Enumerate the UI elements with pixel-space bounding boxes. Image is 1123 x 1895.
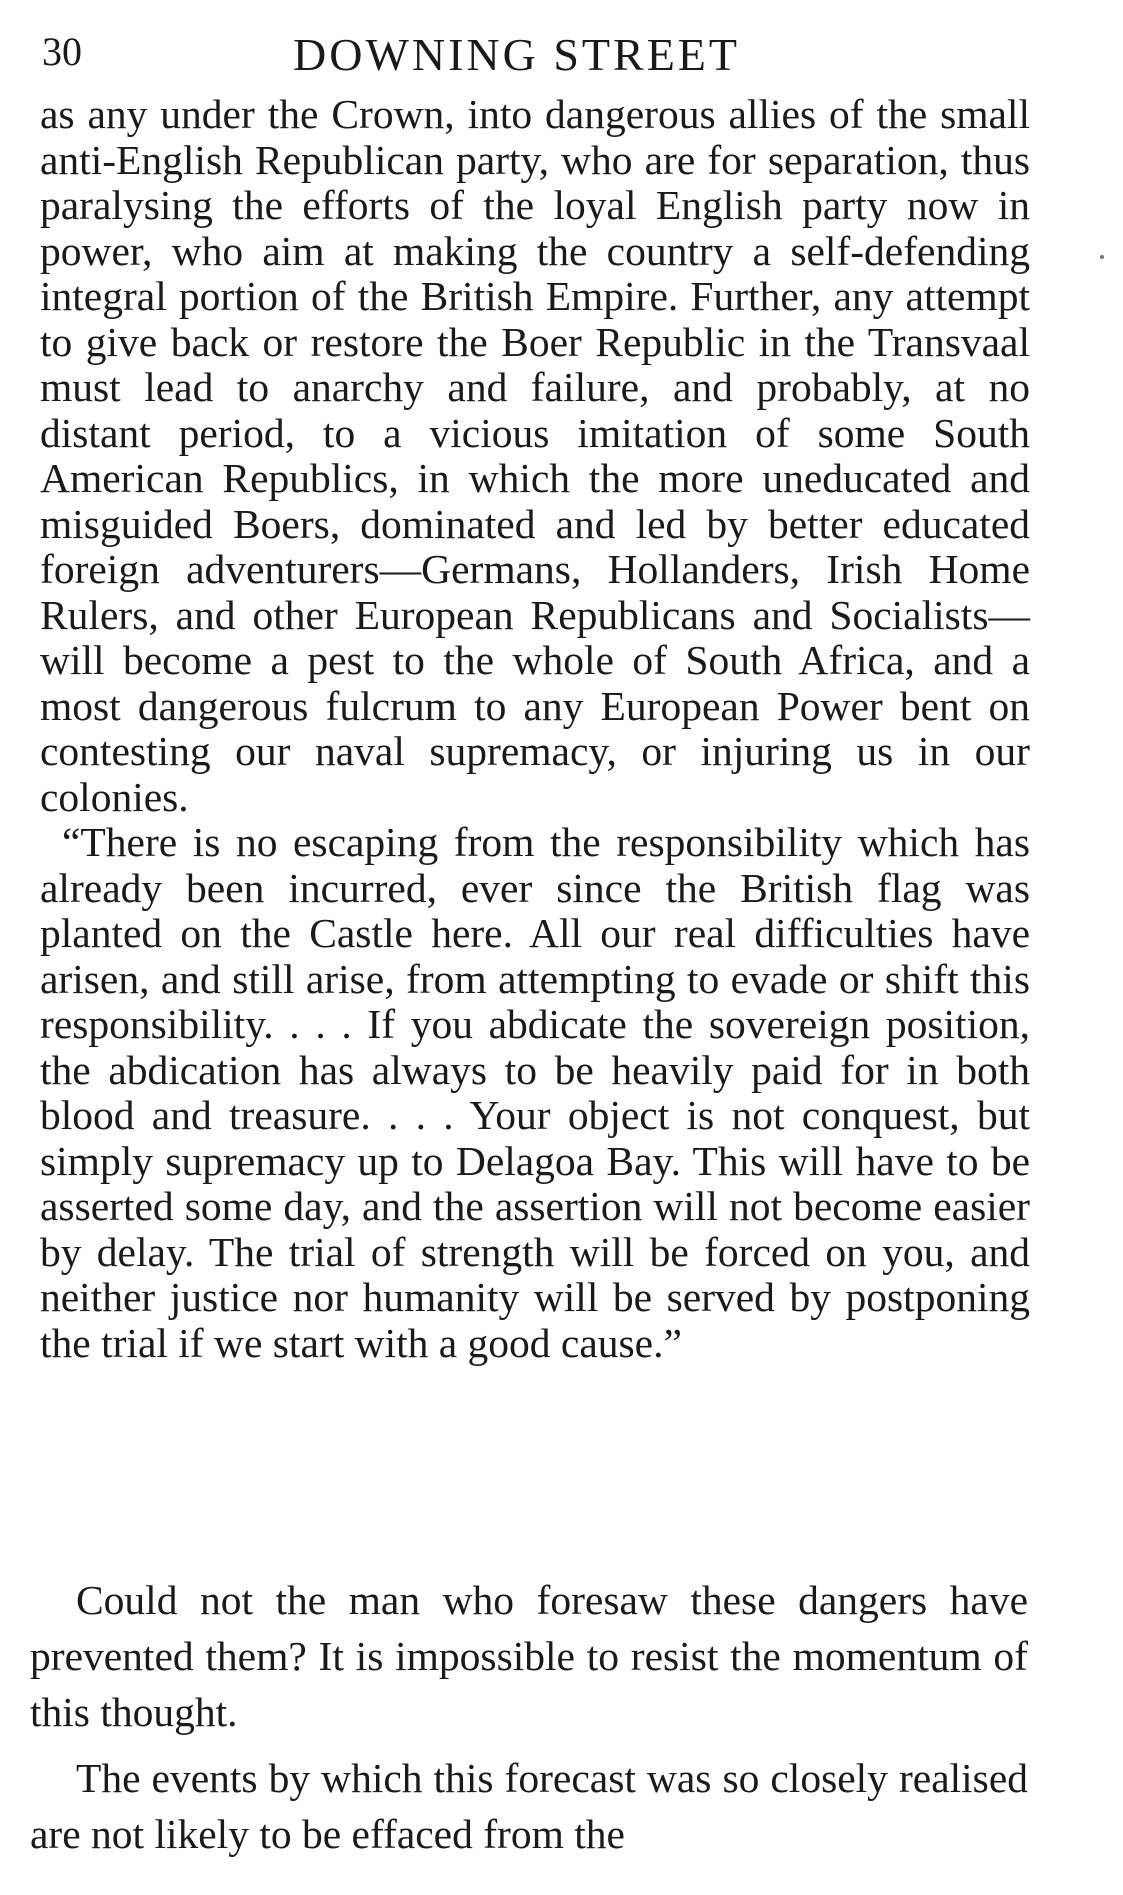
quote-paragraph-1: as any under the Crown, into dangerous allies of the small anti-English Republican party, who are for separation, thus paralysing the efforts of the loyal English party now in power, who aim at making the country a self-defending integral portion of the British Empire. Further, any attempt to give back or restore the Boer Republic in the Transvaal must lead to anarchy and failure, and probably, at no distant period, to a vicious imitation of some South American Republics, in which the more uneducated and misguided Boers, dominated and led by better educated foreign adventurers—Germans, Hollanders, Irish Home Rulers, and other European Republicans and Socialists—will become a pest to the whole of South Africa, and a most dangerous fulcrum to any European Power bent on contesting our naval supremacy, or injuring us in our colonies. [40,91,1030,820]
running-head: DOWNING STREET [293,29,740,80]
body-text [30,1572,1028,1862]
quote-paragraph-2: “There is no escaping from the responsibility which has already been incurred, ever since the British flag was planted on the Castle here. All our real difficulties have arisen, and still arise, from attempting to evade or shift this responsibility. . . . If you abdicate the sovereign position, the abdication has always to be heavily paid for in both blood and treasure. . . . Your object is not conquest, but simply supremacy up to Delagoa Bay. This will have to be asserted some day, and the assertion will not become easier by delay. The trial of strength will be forced on you, and neither justice nor humanity will be served by postponing the trial if we start with a good cause.” [40,819,1030,1366]
body-paragraph-2: The events by which this forecast was so closely realised are not likely to be effaced from the [30,1755,1028,1857]
quoted-passage [40,92,1030,1366]
body-paragraph-1: Could not the man who foresaw these dangers have prevented them? It is impossible to resist the momentum of this thought. [30,1577,1028,1735]
paper-speck [1100,255,1104,259]
page-number: 30 [42,29,82,74]
page-header [38,18,1038,78]
